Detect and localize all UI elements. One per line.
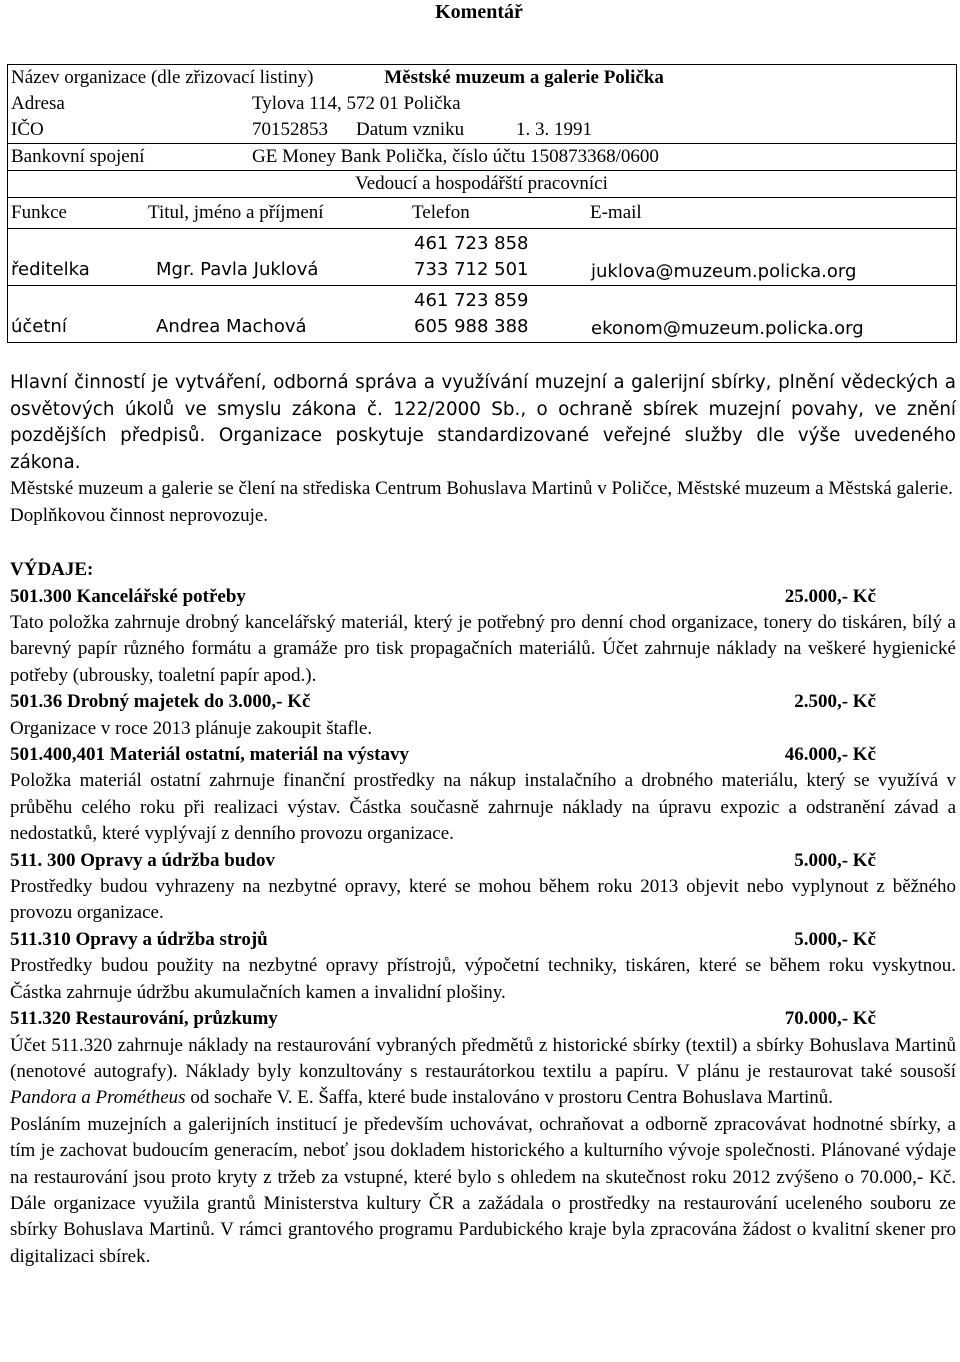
expense-item-heading xyxy=(10,927,876,953)
staff-heading-row xyxy=(8,171,957,198)
org-name-value: Městské muzeum a galerie Polička xyxy=(384,67,664,88)
artwork-title: Pandora a Prométheus xyxy=(10,1087,186,1109)
expenses-heading: VÝDAJE: xyxy=(10,559,94,581)
expense-description: Prostředky budou použity na nezbytné opravy přístrojů, výpočetní techniky, tiskáren, které se během roku vyskytnou. Částka zahrnuje údržbu akumulačních kamen a invalidní plošiny. xyxy=(10,955,956,1003)
staff-name: Andrea Machová xyxy=(156,316,307,337)
document-body xyxy=(10,370,956,1270)
founded-value: 1. 3. 1991 xyxy=(516,119,592,140)
expense-title: 511.310 Opravy a údržba strojů xyxy=(10,928,268,950)
expense-amount: 46.000,- Kč xyxy=(784,744,876,766)
expense-amount: 5.000,- Kč xyxy=(794,928,876,950)
intro-paragraph-2: Městské muzeum a galerie se člení na střediska Centrum Bohuslava Martinů v Poličce, Městské muzeum a Městská galerie. xyxy=(10,478,953,500)
bank-value: GE Money Bank Polička, číslo účtu 150873368/0600 xyxy=(252,146,659,167)
staff-function: účetní xyxy=(11,316,67,337)
intro-paragraph-1: Hlavní činností je vytváření, odborná správa a využívání muzejní a galerijní sbírky, plnění vědeckých a osvětových úkolů ve smyslu zákona č. 122/2000 Sb., o ochraně sbírek muzejní povahy, ve znění pozdějších předpisů. Organizace poskytuje standardizované veřejné služby dle výše uvedeného zákona. xyxy=(10,372,956,473)
expense-amount: 5.000,- Kč xyxy=(794,849,876,871)
staff-row xyxy=(8,286,957,343)
intro-paragraph-3: Doplňkovou činnost neprovozuje. xyxy=(10,504,269,526)
expense-amount: 25.000,- Kč xyxy=(784,585,876,607)
expense-description: Položka materiál ostatní zahrnuje finanční prostředky na nákup instalačního a drobného materiálu, který se využívá v průběhu celého roku při realizaci výstav. Částka současně zahrnuje náklady na úpravu expozic a odstranění závad a nedostatků, které vyplývají z denního provozu organizace. xyxy=(10,770,956,845)
col-name: Titul, jméno a příjmení xyxy=(148,202,324,223)
org-name-label: Název organizace (dle zřizovací listiny) xyxy=(11,67,314,88)
expense-description: Prostředky budou vyhrazeny na nezbytné opravy, které se mohou během roku 2013 objevit nebo vyplynout z běžného provozu organizace. xyxy=(10,876,956,924)
expense-description: Tato položka zahrnuje drobný kancelářský materiál, který je potřebný pro denní chod organizace, tonery do tiskáren, bílý a barevný papír různého formátu a gramáže pro tisk propagačních materiálů. Účet zahrnuje náklady na veškeré hygienické potřeby (ubrousky, toaletní papír apod.). xyxy=(10,612,956,686)
mission-paragraph: Posláním muzejních a galerijních institucí je především uchovávat, ochraňovat a odborně zpracovávat hodnotné sbírky, a tím je zachovat budoucím generacím, neboť jsou dokladem historického a kulturního vývoje společnosti. Plánované výdaje na restaurování jsou proto kryty z tržeb za vstupné, které bylo s ohledem na skutečnost roku 2012 zvýšeno o 70.000,- Kč. Dále organizace využila grantů Ministerstva kultury ČR a zažádala o prostředky na restaurování uceleného souboru ze sbírky Bohuslava Martinů. V rámci grantového programu Pardubického kraje byla zpracována žádost o kvalitní skener pro digitalizaci sbírek. xyxy=(10,1113,956,1267)
expense-title: 501.400,401 Materiál ostatní, materiál na výstavy xyxy=(10,744,409,766)
staff-header-row xyxy=(8,198,957,229)
staff-function: ředitelka xyxy=(11,259,90,280)
org-name-row xyxy=(8,65,957,92)
organization-info-table xyxy=(7,64,957,343)
expense-item-heading xyxy=(10,742,876,768)
ico-value: 70152853 xyxy=(252,119,328,140)
expense-title: 511.320 Restaurování, průzkumy xyxy=(10,1008,278,1030)
staff-phone-1: 461 723 859 xyxy=(414,290,529,311)
founded-label: Datum vzniku xyxy=(356,119,465,140)
col-email: E-mail xyxy=(590,202,642,223)
restoration-text-start: Účet 511.320 zahrnuje náklady na restaurování vybraných předmětů z historické sbírky (textil) a sbírky Bohuslava Martinů (nenotové autografy). Náklady byly konzultovány s restaurátorkou textilu a papíru. V plánu je restaurovat také sousoší xyxy=(10,1034,956,1082)
expense-amount: 2.500,- Kč xyxy=(794,691,876,713)
bank-row xyxy=(8,144,957,171)
expense-amount: 70.000,- Kč xyxy=(784,1008,876,1030)
expense-title: 501.36 Drobný majetek do 3.000,- Kč xyxy=(10,691,311,713)
staff-phone-1: 461 723 858 xyxy=(414,233,529,254)
ico-row xyxy=(8,117,957,144)
address-row xyxy=(8,91,957,117)
staff-phone-2: 733 712 501 xyxy=(414,259,529,280)
staff-email: juklova@muzeum.policka.org xyxy=(591,261,857,282)
page-title: Komentář xyxy=(435,1,523,23)
expense-item-heading xyxy=(10,689,876,715)
address-value: Tylova 114, 572 01 Polička xyxy=(252,93,461,114)
restoration-text-end: od sochaře V. E. Šaffa, které bude instalováno v prostoru Centra Bohuslava Martinů. xyxy=(185,1087,834,1109)
expense-item-heading xyxy=(10,1006,876,1032)
expense-description: Organizace v roce 2013 plánuje zakoupit štafle. xyxy=(10,717,373,739)
expense-title: 501.300 Kancelářské potřeby xyxy=(10,585,246,607)
bank-label: Bankovní spojení xyxy=(11,146,145,167)
staff-row xyxy=(8,229,957,286)
address-label: Adresa xyxy=(11,93,65,114)
document-page xyxy=(10,0,956,1267)
staff-phone-2: 605 988 388 xyxy=(414,316,529,337)
expense-description xyxy=(10,1033,956,1112)
staff-name: Mgr. Pavla Juklová xyxy=(156,259,319,280)
expense-item-heading xyxy=(10,584,876,610)
ico-label: IČO xyxy=(11,119,44,140)
staff-email: ekonom@muzeum.policka.org xyxy=(591,318,864,339)
expense-item-heading xyxy=(10,848,876,874)
col-phone: Telefon xyxy=(412,202,470,223)
col-function: Funkce xyxy=(11,202,67,223)
staff-heading: Vedoucí a hospodářští pracovníci xyxy=(8,171,957,198)
expense-title: 511. 300 Opravy a údržba budov xyxy=(10,849,275,871)
